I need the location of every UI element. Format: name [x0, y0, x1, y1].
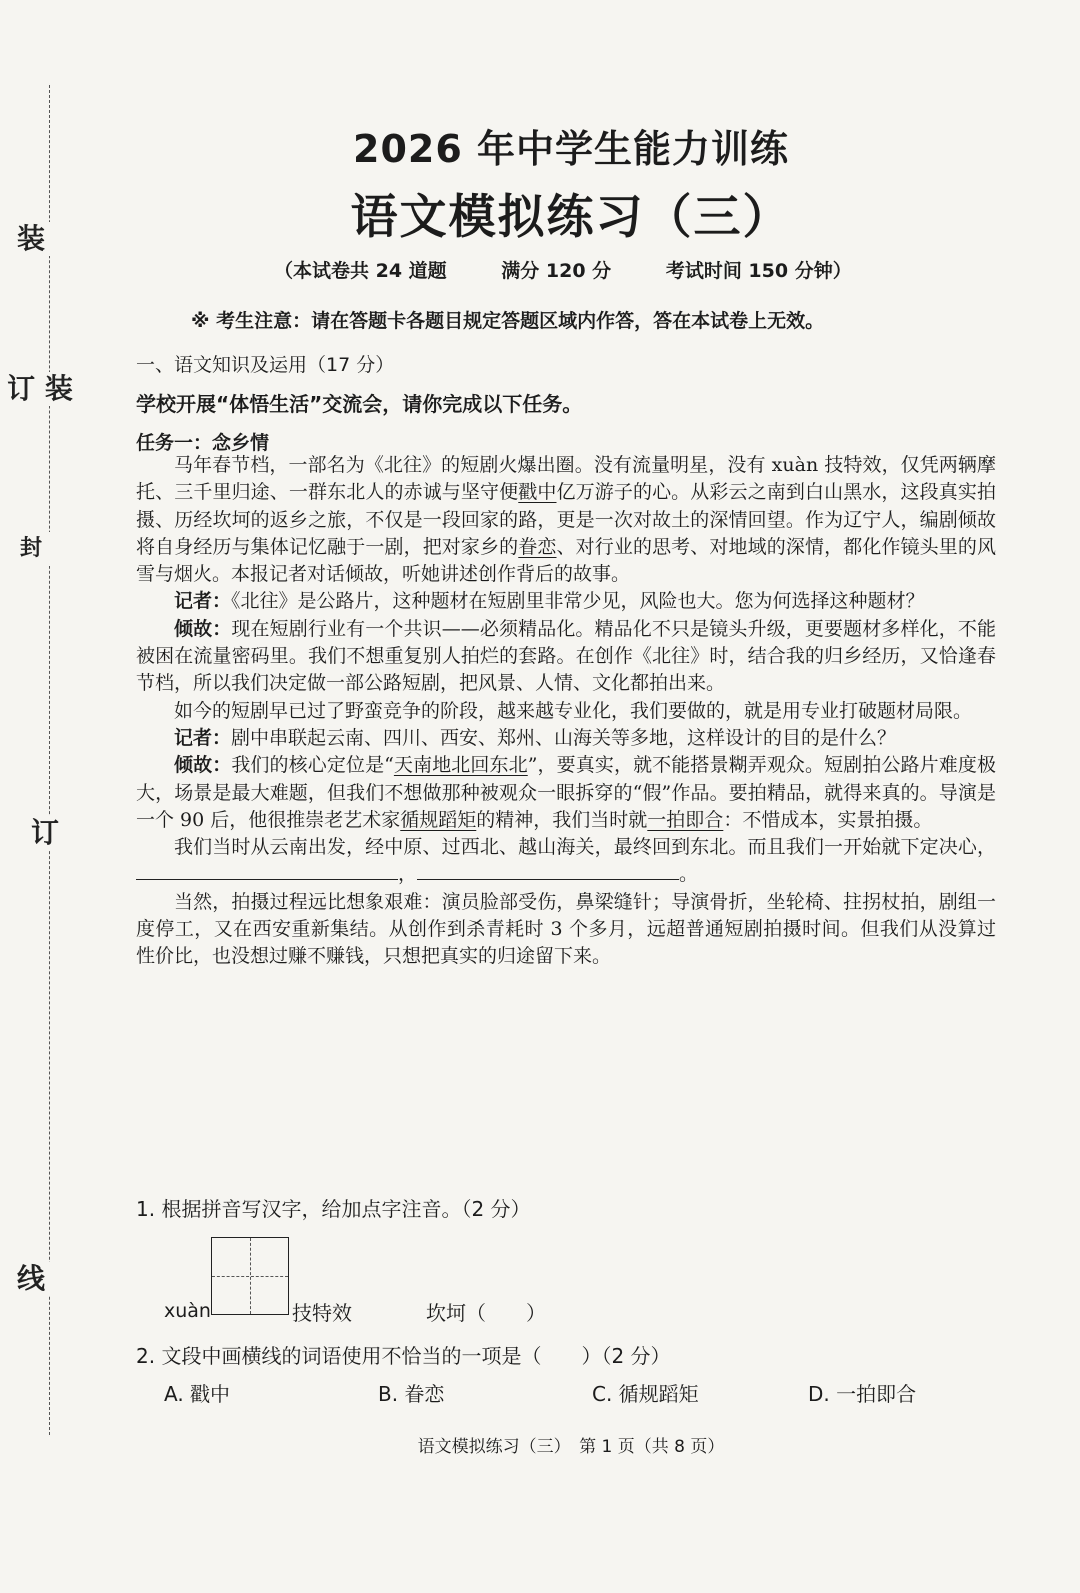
binding-char: 封 — [0, 532, 62, 566]
binding-char: 线 — [0, 1262, 62, 1296]
candidate-notice: ※ 考生注意：请在答题卡各题目规定答题区域内作答，答在本试卷上无效。 — [191, 310, 825, 332]
task-title: 任务一：念乡情 — [136, 432, 270, 454]
option-b: B. 眷恋 — [378, 1382, 445, 1406]
exam-title: 语文模拟练习（三） — [350, 190, 792, 245]
passage-paragraph: 记者：剧中串联起云南、四川、西安、郑州、山海关等多地，这样设计的目的是什么？ — [174, 726, 897, 749]
passage-paragraph: 我们当时从云南出发，经中原、过西北、越山海关，最终回到东北。而且我们一开始就下定决心，， 。 — [136, 834, 996, 889]
question-2: 2. 文段中画横线的词语使用不恰当的一项是（ ）（2 分） — [136, 1344, 671, 1368]
passage-paragraph: 倾故：我们的核心定位是“天南地北回东北”，要真实，就不能搭景糊弄观众。短剧拍公路片难度极大，场景是最大难题，但我们不想做那种被观众一眼拆穿的“假”作品。要拍精品，就得来真的。导演是一个 90 后，他很推崇老艺术家循规蹈矩的精神，我们当时就一拍即合：不惜成本，实景拍摄。 — [136, 754, 996, 831]
kanke-annotation: 坎坷（ ） — [426, 1301, 546, 1325]
character-writing-grid[interactable] — [211, 1237, 289, 1315]
fill-blank-1[interactable] — [136, 861, 398, 880]
passage-paragraph: 马年春节档，一部名为《北往》的短剧火爆出圈。没有流量明星，没有 xuàn 技特效，仅凭两辆摩托、三千里归途、一群东北人的赤诚与坚守便戳中亿万游子的心。从彩云之南到白山黑水，这段真实拍摄、历经坎坷的返乡之旅，不仅是一段回家的路，更是一次对故土的深情回望。作为辽宁人，编剧倾故将自身经历与集体记忆融于一剧，把对家乡的眷恋、对行业的思考、对地域的深情，都化作镜头里的风雪与烟火。本报记者对话倾故，听她讲述创作背后的故事。 — [136, 454, 996, 586]
option-a: A. 戳中 — [164, 1382, 231, 1406]
reading-passage — [136, 452, 996, 971]
word-suffix: 技特效 — [292, 1301, 352, 1325]
pinyin-label: xuàn — [164, 1300, 211, 1322]
binding-char: 订 — [14, 816, 76, 850]
question-1: 1. 根据拼音写汉字，给加点字注音。（2 分） — [136, 1197, 531, 1221]
meta-full-score: 满分 120 分 — [501, 260, 612, 282]
exam-meta — [274, 256, 900, 283]
meta-question-count: （本试卷共 24 道题 — [274, 260, 447, 282]
passage-paragraph: 记者：《北往》是公路片，这种题材在短剧里非常少见，风险也大。您为何选择这种题材？ — [174, 590, 925, 613]
meta-duration: 考试时间 150 分钟） — [665, 260, 852, 282]
passage-paragraph: 当然，拍摄过程远比想象艰难：演员脸部受伤，鼻梁缝针；导演骨折，坐轮椅、拄拐杖拍，剧组一度停工，又在西安重新集结。从创作到杀青耗时 3 个多月，远超普通短剧拍摄时间。但我们从没算过性价比，也没想过赚不赚钱，只想把真实的归途留下来。 — [136, 890, 996, 968]
binding-dashed-line — [49, 85, 50, 1435]
binding-char: 订 装 — [0, 372, 80, 406]
section-title: 一、语文知识及运用（17 分） — [136, 354, 395, 376]
section-intro: 学校开展“体悟生活”交流会，请你完成以下任务。 — [136, 392, 583, 416]
passage-paragraph: 如今的短剧早已过了野蛮竞争的阶段，越来越专业化，我们要做的，就是用专业打破题材局限。 — [174, 699, 973, 722]
page-footer: 语文模拟练习（三） 第 1 页（共 8 页） — [417, 1437, 725, 1457]
binding-char: 装 — [0, 222, 62, 256]
option-c: C. 循规蹈矩 — [592, 1382, 699, 1406]
fill-blank-2[interactable] — [417, 861, 679, 880]
passage-paragraph: 倾故：现在短剧行业有一个共识——必须精品化。精品化不只是镜头升级，更要题材多样化，不能被困在流量密码里。我们不想重复别人拍烂的套路。在创作《北往》时，结合我的归乡经历，又恰逢春节档，所以我们决定做一部公路短剧，把风景、人情、文化都拍出来。 — [136, 617, 996, 695]
exam-series-title: 2026 年中学生能力训练 — [353, 127, 789, 171]
option-d: D. 一拍即合 — [808, 1382, 917, 1406]
